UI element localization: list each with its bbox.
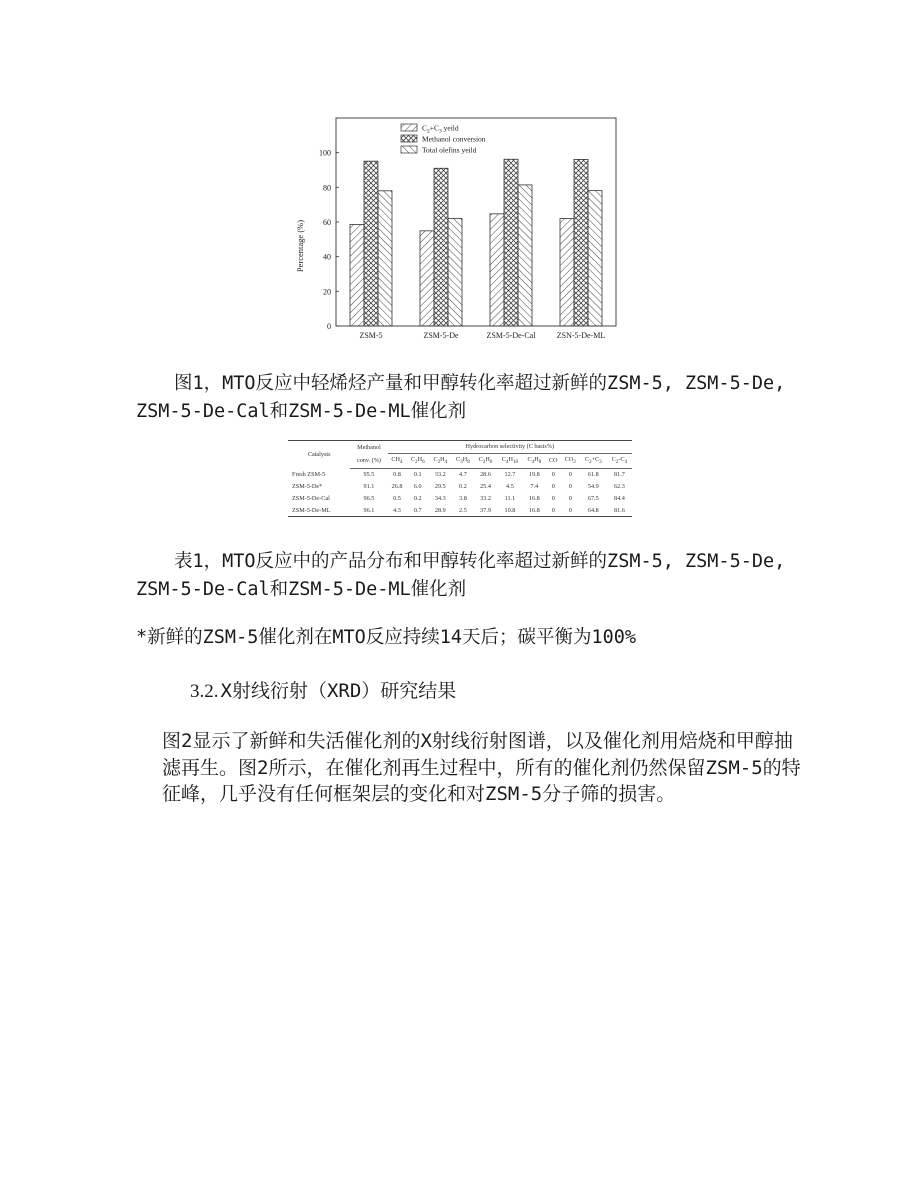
x-tick-label: ZSM-5-De-Cal <box>486 331 536 340</box>
table-cell: 91.1 <box>363 482 375 490</box>
bar <box>504 159 518 326</box>
table-cell-catalyst: ZSM-5-De-Cal <box>292 494 330 502</box>
bar <box>560 219 574 326</box>
table-cell: 10.8 <box>497 504 523 516</box>
table-cell: 25.4 <box>480 482 491 490</box>
table-cell: 0 <box>568 471 572 479</box>
bar <box>364 161 378 326</box>
table-cell: 61.8 <box>587 471 599 479</box>
table-row <box>288 504 632 516</box>
table-cell: 3.8 <box>459 494 467 502</box>
table-cell: 84.4 <box>614 494 625 502</box>
subcol-header: $CO_2$ <box>561 453 580 468</box>
x-tick-label: ZSM-5 <box>359 331 383 340</box>
legend-swatch <box>401 146 417 153</box>
section-title: X射线衍射（XRD）研究结果 <box>220 680 457 702</box>
table-cell: 28.6 <box>480 471 491 479</box>
table-cell: 0 <box>546 504 561 516</box>
table-cell: 54.9 <box>587 482 599 490</box>
table-cell: 29.5 <box>434 482 446 490</box>
table-cell: 81.7 <box>614 471 625 479</box>
table-cell: 0.8 <box>393 471 401 479</box>
bar <box>588 191 602 326</box>
section-number: 3.2. <box>190 681 219 702</box>
table-header-row <box>288 441 632 454</box>
table-cell: 6.0 <box>413 482 422 490</box>
y-axis-label: Percentage (%) <box>295 219 305 273</box>
y-tick-label: 0 <box>327 322 331 331</box>
table-cell: 4.5 <box>506 482 514 490</box>
table-cell: 33.2 <box>434 471 446 479</box>
table-cell: 26.8 <box>391 482 403 490</box>
y-tick-label: 100 <box>319 148 331 158</box>
table-footnote: *新鲜的ZSM-5催化剂在MTO反应持续14天后；碳平衡为100% <box>136 627 637 648</box>
legend-label <box>422 124 459 135</box>
y-tick-label: 20 <box>323 287 331 297</box>
legend-label-part: 2 <box>427 128 430 135</box>
subcol-header: $C_3H_6$ <box>474 453 497 468</box>
chart-legend <box>401 124 486 155</box>
subcol-header: CO <box>546 453 561 468</box>
table-1 <box>288 440 632 517</box>
table-cell-catalyst: ZSM-5-De-ML <box>288 504 350 516</box>
table-cell: 0 <box>568 482 572 490</box>
table-cell: 4.3 <box>388 504 407 516</box>
legend-label: Methanol conversion <box>422 134 486 144</box>
table-cell-catalyst: Fresh ZSM-5 <box>292 470 326 478</box>
y-tick-label: 60 <box>323 218 331 227</box>
subcol-header: $C_4H_{10}$ <box>497 453 523 468</box>
col-hydrocarbon-selectivity: Hydrocarbon selectivity (C basis%) <box>388 441 632 454</box>
bar <box>490 214 504 326</box>
table-cell: 0.2 <box>413 494 422 502</box>
body-paragraph: 图2显示了新鲜和失活催化剂的X射线衍射图谱，以及催化剂用焙烧和甲醇抽滤再生。图2所示，在催化剂再生过程中，所有的催化剂仍然保留ZSM-5的特征峰，几乎没有任何框架层的变化和对ZSM-5分子筛的损害。 <box>162 730 801 805</box>
y-tick-label: 40 <box>323 252 331 262</box>
table-cell: 0 <box>568 494 572 502</box>
table-cell: 16.8 <box>523 504 546 516</box>
table-row <box>288 492 632 504</box>
table-cell: 0.5 <box>393 494 401 502</box>
col-catalysts: Catalysts <box>288 441 350 469</box>
chart-bars <box>350 159 602 326</box>
table-cell: 0.1 <box>413 471 422 479</box>
table-cell: 0.2 <box>459 482 467 490</box>
table-row <box>288 481 632 493</box>
legend-label-part: yeild <box>441 123 459 133</box>
subcol-header: $C_2-C_4$ <box>607 453 632 468</box>
legend-label-part: 3 <box>439 128 442 135</box>
col-methanol: Methanol <box>350 441 387 454</box>
table-cell: 0 <box>551 482 555 490</box>
table-cell: 28.9 <box>429 504 452 516</box>
section-heading <box>190 677 456 706</box>
table-cell: 2.5 <box>452 504 475 516</box>
legend-swatch <box>401 135 417 142</box>
table-cell: 81.6 <box>607 504 632 516</box>
table-cell: 0.7 <box>406 504 429 516</box>
table-1-caption: 表1，MTO反应中的产品分布和甲醇转化率超过新鲜的ZSM-5, ZSM-5-De, ZSM-5-De-Cal和ZSM-5-De-ML催化剂 <box>136 551 786 600</box>
table-cell: 11.1 <box>504 494 516 502</box>
table-cell: 7.4 <box>530 482 539 490</box>
subcol-header: $CH_4$ <box>388 453 407 468</box>
legend-label: Total olefins yeild <box>422 145 477 155</box>
x-tick-label: ZSM-5-De <box>423 331 459 340</box>
table-row <box>288 468 632 480</box>
subcol-header: $C_2H_4$ <box>429 453 452 468</box>
table-cell: 62.3 <box>614 482 625 490</box>
table-cell: 64.8 <box>580 504 607 516</box>
table-cell: 96.1 <box>350 504 387 516</box>
bar <box>574 159 588 326</box>
bar <box>420 231 434 326</box>
table-cell: 0 <box>561 504 580 516</box>
table-cell: 37.9 <box>474 504 497 516</box>
y-tick-label: 80 <box>323 183 331 193</box>
table-cell: 95.5 <box>363 471 375 479</box>
figure-1-caption: 图1，MTO反应中轻烯烃产量和甲醇转化率超过新鲜的ZSM-5, ZSM-5-De, ZSM-5-De-Cal和ZSM-5-De-ML催化剂 <box>136 373 786 422</box>
subcol-header: $C_2H_6$ <box>406 453 429 468</box>
bar <box>434 168 448 326</box>
col-methanol-conv: conv. (%) <box>350 453 387 468</box>
table-cell: 12.7 <box>504 471 516 479</box>
table-cell: 34.3 <box>434 494 446 502</box>
bar <box>518 185 532 326</box>
subcol-header: $C_2+C_3$ <box>580 453 607 468</box>
table-cell: 0 <box>551 471 555 479</box>
table-body <box>288 468 632 516</box>
figure-1-chart <box>286 108 622 354</box>
bar <box>378 191 392 326</box>
x-tick-label: ZSN-5-De-ML <box>556 331 606 340</box>
table-cell: 96.5 <box>363 494 375 502</box>
table-cell: 67.5 <box>587 494 599 502</box>
table-cell: 4.7 <box>459 471 467 479</box>
table-cell: 0 <box>551 494 555 502</box>
table-cell: 16.8 <box>528 494 540 502</box>
legend-swatch <box>401 124 417 131</box>
subcol-header: $C_4H_8$ <box>523 453 546 468</box>
table-cell: 33.2 <box>480 494 491 502</box>
bar <box>350 224 364 326</box>
table-cell-catalyst: ZSM-5-De* <box>292 482 323 490</box>
legend-label-part: +C <box>429 123 439 133</box>
bar <box>448 218 462 326</box>
subcol-header: $C_3H_8$ <box>452 453 475 468</box>
legend-label-part: C <box>422 123 428 133</box>
table-cell: 19.8 <box>528 471 540 479</box>
